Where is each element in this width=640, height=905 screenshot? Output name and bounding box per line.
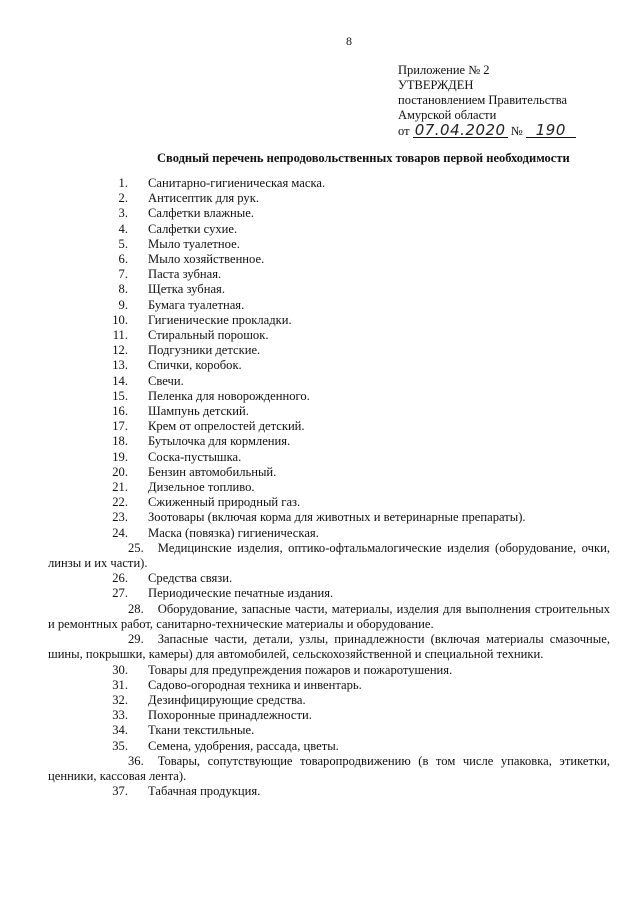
item-text: Средства связи.	[148, 571, 233, 586]
list-item	[88, 571, 610, 586]
list-item	[88, 678, 610, 693]
item-text: Сжиженный природный газ.	[148, 495, 301, 510]
item-number: 12.	[112, 343, 128, 358]
item-number: 3.	[118, 206, 128, 221]
item-text: Мыло хозяйственное.	[148, 252, 265, 267]
number-sign: №	[510, 124, 523, 138]
item-text: Пеленка для новорожденного.	[148, 388, 310, 403]
region-label: Амурской области	[398, 108, 497, 122]
page-number: 8	[346, 34, 352, 48]
approval-block	[398, 63, 576, 139]
approved-label: УТВЕРЖДЕН	[398, 78, 474, 92]
list-item	[88, 526, 610, 541]
item-text: Табачная продукция.	[148, 784, 261, 799]
item-text: Дезинфицирующие средства.	[148, 692, 306, 707]
item-text: Соска-пустышка.	[148, 449, 242, 464]
item-number: 20.	[112, 464, 128, 479]
list-item	[48, 632, 610, 662]
item-number: 36.	[128, 753, 144, 768]
item-text: Маска (повязка) гигиеническая.	[148, 525, 319, 540]
item-number: 14.	[112, 373, 128, 388]
list-item	[88, 663, 610, 678]
handwritten-number: 190	[526, 123, 576, 138]
item-text: Запасные части, детали, узлы, принадлежности (включая материалы смазочные, шины, покрышки, камеры) для автомобилей, сельскохозяйственной и специальной техники.	[48, 632, 610, 662]
list-item	[88, 282, 610, 297]
list-item	[88, 465, 610, 480]
item-number: 8.	[118, 282, 128, 297]
item-number: 4.	[118, 221, 128, 236]
item-text: Садово-огородная техника и инвентарь.	[148, 677, 362, 692]
item-text: Щетка зубная.	[148, 282, 225, 297]
item-number: 1.	[118, 176, 128, 190]
item-text: Медицинские изделия, оптико-офтальмалогические изделия (оборудование, очки, линзы и их части).	[48, 540, 610, 571]
list-item	[88, 237, 610, 252]
item-number: 24.	[112, 525, 128, 540]
item-number: 34.	[112, 723, 128, 738]
item-number: 29.	[128, 632, 144, 647]
item-text: Гигиенические прокладки.	[148, 312, 292, 327]
item-text: Антисептик для рук.	[148, 191, 259, 206]
item-number: 21.	[112, 480, 128, 495]
date-number-line	[398, 123, 576, 139]
list-item	[88, 495, 610, 510]
item-number: 22.	[112, 495, 128, 510]
list-item	[88, 343, 610, 358]
list-item	[88, 450, 610, 465]
item-number: 11.	[112, 328, 128, 343]
list-item	[88, 313, 610, 328]
item-number: 9.	[118, 297, 128, 312]
item-text: Зоотовары (включая корма для животных и ветеринарные препараты).	[148, 510, 526, 525]
item-number: 5.	[118, 236, 128, 251]
item-number: 33.	[112, 708, 128, 723]
handwritten-date: 07.04.2020	[414, 121, 506, 139]
date-prefix: от	[398, 124, 410, 138]
item-number: 35.	[112, 738, 128, 753]
item-text: Дизельное топливо.	[148, 480, 255, 495]
item-number: 23.	[112, 510, 128, 525]
item-number: 16.	[112, 404, 128, 419]
item-number: 18.	[112, 434, 128, 449]
list-item	[88, 298, 610, 313]
resolution-label: постановлением Правительства	[398, 93, 568, 107]
item-text: Свечи.	[148, 373, 184, 388]
list-item	[88, 784, 610, 799]
list-item	[88, 708, 610, 723]
item-number: 17.	[112, 419, 128, 434]
item-text: Семена, удобрения, рассада, цветы.	[148, 738, 339, 753]
list-item	[88, 176, 610, 191]
list-item	[88, 404, 610, 419]
item-text: Периодические печатные издания.	[148, 586, 334, 601]
list-item	[88, 328, 610, 343]
appendix-label: Приложение № 2	[398, 63, 490, 77]
item-text: Стиральный порошок.	[148, 328, 269, 343]
list-item	[88, 586, 610, 601]
item-text: Шампунь детский.	[148, 404, 249, 419]
item-text: Санитарно-гигиеническая маска.	[148, 176, 326, 190]
list-item	[88, 222, 610, 237]
item-number: 25.	[128, 540, 144, 555]
item-text: Похоронные принадлежности.	[148, 708, 312, 723]
list-item	[88, 434, 610, 449]
item-text: Ткани текстильные.	[148, 723, 255, 738]
item-number: 26.	[112, 571, 128, 586]
item-text: Мыло туалетное.	[148, 236, 240, 251]
list-item	[88, 267, 610, 282]
item-number: 19.	[112, 449, 128, 464]
item-text: Бутылочка для кормления.	[148, 434, 291, 449]
list-item	[88, 252, 610, 267]
list-item	[88, 206, 610, 221]
item-text: Товары, сопутствующие товаропродвижению (в том числе упаковка, этикетки, ценники, кассовая лента).	[48, 753, 610, 783]
list-item	[88, 693, 610, 708]
item-number: 31.	[112, 677, 128, 692]
list-item	[88, 739, 610, 754]
list-item	[88, 480, 610, 495]
list-item	[48, 602, 610, 632]
item-text: Паста зубная.	[148, 267, 222, 282]
item-text: Спички, коробок.	[148, 358, 242, 373]
list-item	[88, 510, 610, 525]
list-item	[48, 754, 610, 784]
item-number: 13.	[112, 358, 128, 373]
list-item	[88, 389, 610, 404]
item-number: 32.	[112, 692, 128, 707]
document-title: Сводный перечень непродовольственных товаров первой необходимости	[157, 151, 570, 165]
item-number: 28.	[128, 601, 144, 616]
item-text: Салфетки сухие.	[148, 221, 238, 236]
item-text: Товары для предупреждения пожаров и пожаротушения.	[148, 662, 453, 677]
list-item	[48, 541, 610, 571]
item-number: 15.	[112, 388, 128, 403]
item-number: 37.	[112, 784, 128, 799]
item-text: Подгузники детские.	[148, 343, 261, 358]
item-number: 6.	[118, 252, 128, 267]
item-text: Оборудование, запасные части, материалы, изделия для выполнения строительных и ремонтных работ, санитарно-технические материалы и оборудование.	[48, 601, 610, 631]
item-number: 10.	[112, 312, 128, 327]
item-number: 30.	[112, 662, 128, 677]
item-text: Салфетки влажные.	[148, 206, 254, 221]
item-number: 27.	[112, 586, 128, 601]
item-number: 7.	[118, 267, 128, 282]
list-item	[88, 419, 610, 434]
list-item	[88, 191, 610, 206]
list-item	[88, 374, 610, 389]
goods-list	[48, 176, 610, 799]
item-number: 2.	[118, 191, 128, 206]
item-text: Крем от опрелостей детский.	[148, 419, 305, 434]
list-item	[88, 723, 610, 738]
list-item	[88, 358, 610, 373]
item-text: Бензин автомобильный.	[148, 464, 277, 479]
item-text: Бумага туалетная.	[148, 297, 245, 312]
